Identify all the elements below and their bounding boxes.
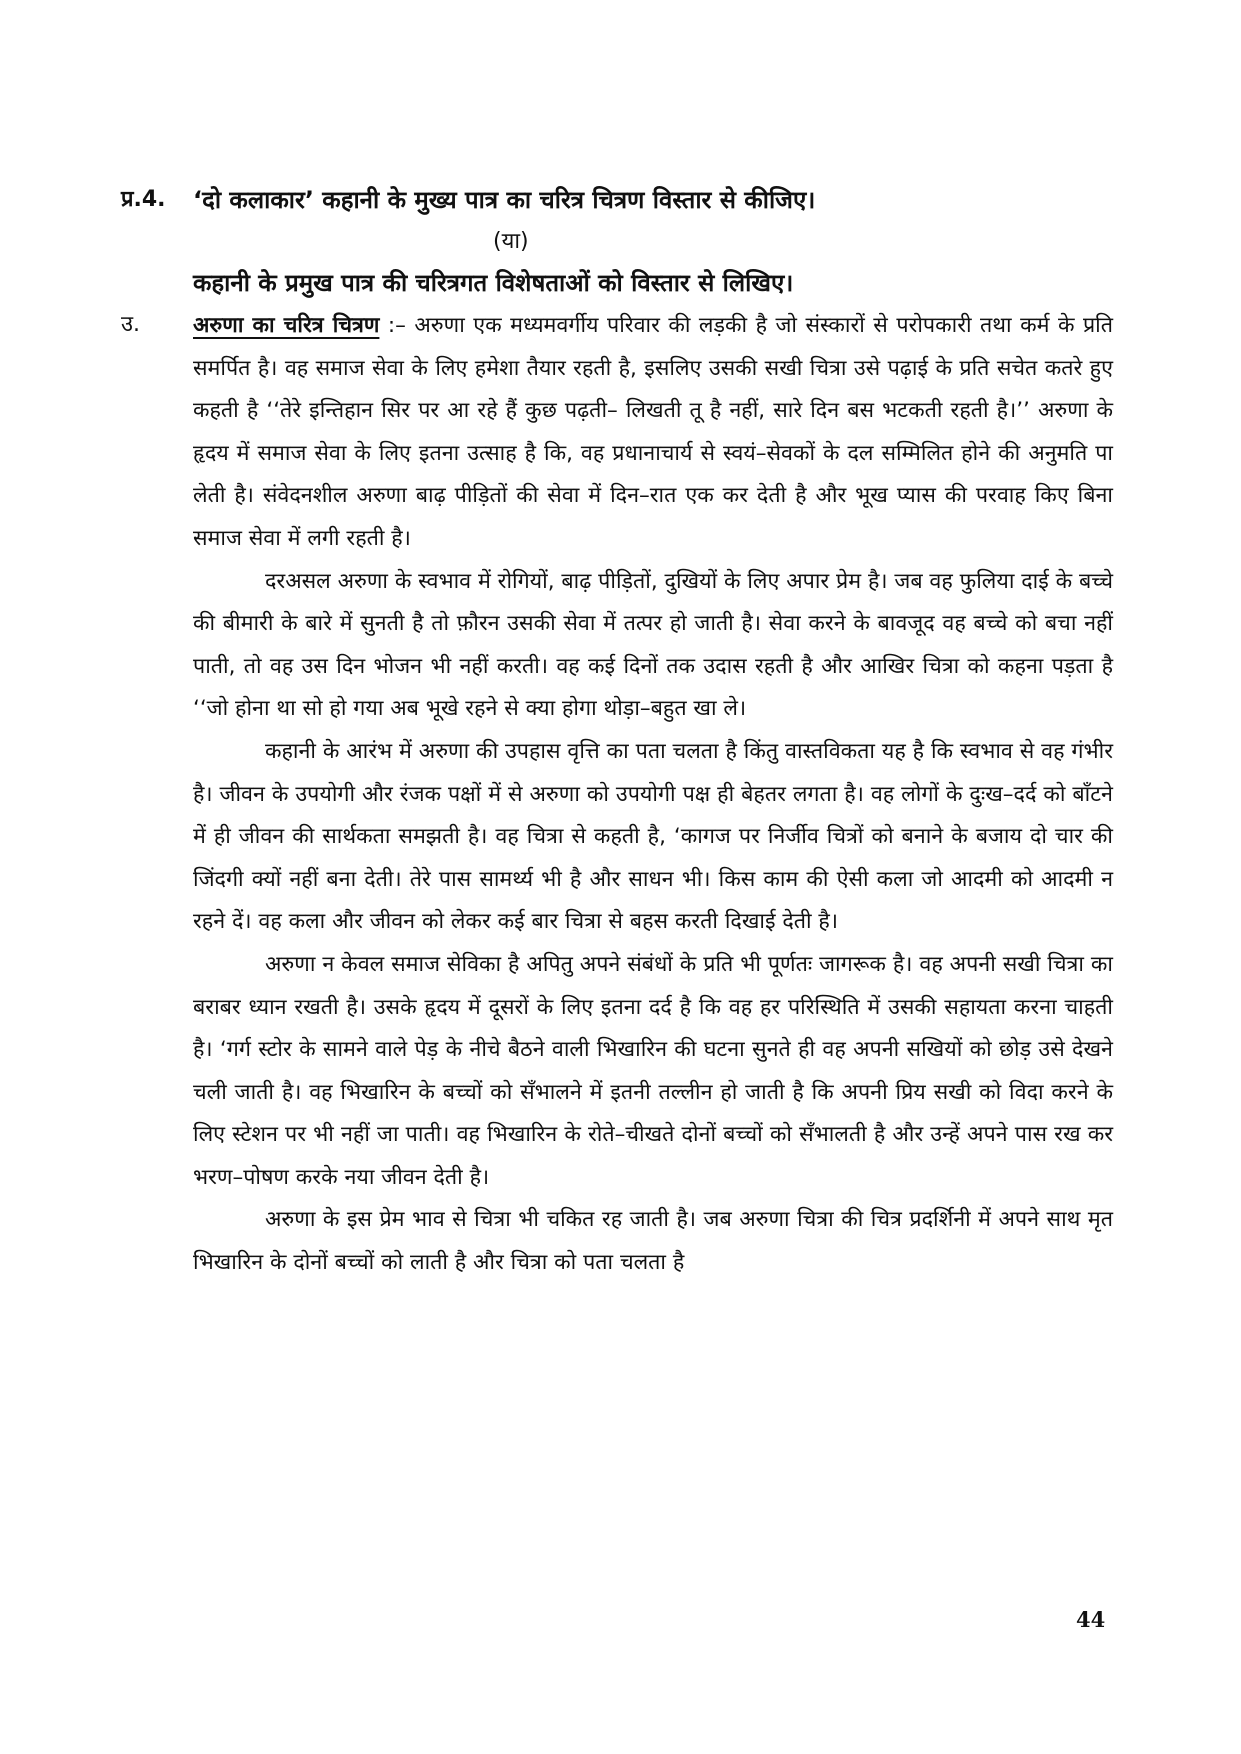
answer-heading-separator: :– <box>379 313 415 338</box>
answer-paragraph-1-text: अरुणा एक मध्यमवर्गीय परिवार की लड़की है जो संस्कारों से परोपकारी तथा कर्म के प्रति समर्पित है। वह समाज सेवा के लिए हमेशा तैयार रहती है, इसलिए उसकी सखी चित्रा उसे पढ़ाई के प्रति सचेत कतरे हुए कहती है ‘‘तेरे इन्तिहान सिर पर आ रहे हैं कुछ पढ़ती– लिखती तू है नहीं, सारे दिन बस भटकती रहती है।’’ अरुणा के हृदय में समाज सेवा के लिए इतना उत्साह है कि, वह प्रधानाचार्य से स्वयं–सेवकों के दल सम्मिलित होने की अनुमति पा लेती है। संवेदनशील अरुणा बाढ़ पीड़ितों की सेवा में दिन–रात एक कर देती है और भूख प्यास की परवाह किए बिना समाज सेवा में लगी रहती है। <box>193 313 1113 551</box>
answer-label: उ. <box>121 312 141 337</box>
answer-paragraph-3: कहानी के आरंभ में अरुणा की उपहास वृत्ति का पता चलता है किंतु वास्तविकता यह है कि स्वभाव से वह गंभीर है। जीवन के उपयोगी और रंजक पक्षों में से अरुणा को उपयोगी पक्ष ही बेहतर लगता है। वह लोगों के दुःख–दर्द को बाँटने में ही जीवन की सार्थकता समझती है। वह चित्रा से कहती है, ‘कागज पर निर्जीव चित्रों को बनाने के बजाय दो चार की जिंदगी क्यों नहीं बना देती। तेरे पास सामर्थ्य भी है और साधन भी। किस काम की ऐसी कला जो आदमी को आदमी न रहने दें। वह कला और जीवन को लेकर कई बार चित्रा से बहस करती दिखाई देती है। <box>193 738 1113 935</box>
question-text: ‘दो कलाकार’ कहानी के मुख्य पात्र का चरित्र चित्रण विस्तार से कीजिए। <box>193 186 816 214</box>
answer-paragraph-2: दरअसल अरुणा के स्वभाव में रोगियों, बाढ़ पीड़ितों, दुखियों के लिए अपार प्रेम है। जब वह फुलिया दाई के बच्चे की बीमारी के बारे में सुनती है तो फ़ौरन उसकी सेवा में तत्पर हो जाती है। सेवा करने के बावजूद वह बच्चे को बचा नहीं पाती, तो वह उस दिन भोजन भी नहीं करती। वह कई दिनों तक उदास रहती है और आखिर चित्रा को कहना पड़ता है ‘‘जो होना था सो हो गया अब भूखे रहने से क्या होगा थोड़ा–बहुत खा ले। <box>193 568 1113 722</box>
answer-heading: अरुणा का चरित्र चित्रण <box>193 313 380 338</box>
page-number: 44 <box>1076 1607 1106 1632</box>
answer-paragraph-1 <box>193 305 1113 561</box>
or-label: (या) <box>493 229 529 254</box>
answer-body <box>193 305 1113 1285</box>
question-alt-text: कहानी के प्रमुख पात्र की चरित्रगत विशेषताओं को विस्तार से लिखिए। <box>193 269 794 297</box>
answer-paragraph-5: अरुणा के इस प्रेम भाव से चित्रा भी चकित रह जाती है। जब अरुणा चित्रा की चित्र प्रदर्शिनी में अपने साथ मृत भिखारिन के दोनों बच्चों को लाती है और चित्रा को पता चलता है <box>193 1207 1113 1276</box>
question-number: प्र.4. <box>121 187 166 212</box>
answer-paragraph-4: अरुणा न केवल समाज सेविका है अपितु अपने संबंधों के प्रति भी पूर्णतः जागरूक है। वह अपनी सखी चित्रा का बराबर ध्यान रखती है। उसके हृदय में दूसरों के लिए इतना दर्द है कि वह हर परिस्थिति में उसकी सहायता करना चाहती है। ‘गर्ग स्टोर के सामने वाले पेड़ के नीचे बैठने वाली भिखारिन की घटना सुनते ही वह अपनी सखियों को छोड़ उसे देखने चली जाती है। वह भिखारिन के बच्चों को सँभालने में इतनी तल्लीन हो जाती है कि अपनी प्रिय सखी को विदा करने के लिए स्टेशन पर भी नहीं जा पाती। वह भिखारिन के रोते–चीखते दोनों बच्चों को सँभालती है और उन्हें अपने पास रख कर भरण–पोषण करके नया जीवन देती है। <box>193 951 1113 1190</box>
